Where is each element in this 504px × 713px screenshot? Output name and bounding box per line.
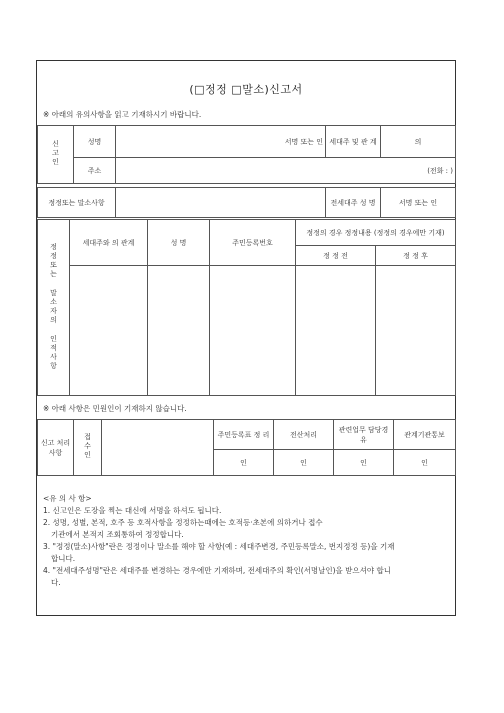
relation-cell[interactable] [70,266,148,396]
col-notify: 관계기관통보 [394,420,456,450]
instruction-1: 1. 신고인은 도장을 찍는 대신에 서명을 하셔도 됩니다. [43,506,222,515]
instruction-4: 4. "전세대주성명"란은 세대주를 변경하는 경우에만 기재하며, 전세대주의 확인(서명날인)을 받으셔야 합니 [43,566,392,575]
col-idno: 주민등록번호 [210,220,296,266]
subject-table [37,187,456,218]
col-change: 정정의 경우 정정내용 (정정의 경우에만 기재) [296,220,456,246]
seal-3[interactable]: 인 [334,450,394,476]
after-cell[interactable] [376,266,456,396]
reporter-label: 신고인 [38,126,74,184]
col-related: 관련업무 담당경유 [334,420,394,450]
idno-cell[interactable] [210,266,296,396]
col-computer: 전산처리 [274,420,334,450]
before-cell[interactable] [296,266,376,396]
relation-label: 세대주 및 관 계 [326,126,381,158]
office-table [37,419,456,476]
seal-2[interactable]: 인 [274,450,334,476]
col-name: 성 명 [148,220,210,266]
seal-4[interactable]: 인 [394,450,456,476]
instruction-2-cont: 기관에서 본적지 조회통하여 정정합니다. [51,530,184,539]
name-field[interactable]: 서명 또는 인 [116,126,326,158]
subject-label: 정정또는 말소사항 [38,188,116,218]
receiver-field[interactable] [102,420,214,476]
instructions [43,493,451,589]
office-label: 신고 처리 사항 [38,420,74,476]
notice-top: ※ 아래의 유의사항을 읽고 기재하시기 바랍니다. [43,110,202,119]
instruction-3: 3. "정정(말소)사항"란은 정정이나 말소를 해야 할 사항(예 : 세대주변경, 주민등록말소, 번지정정 등)을 기재 [43,542,395,551]
persons-side-label: 정정또는 말소자의 인적사항 [38,220,70,396]
instructions-header: <유 의 사 항> [43,494,92,503]
instruction-4-cont: 다. [51,578,61,587]
subject-field[interactable] [116,188,326,218]
col-after: 정 정 후 [376,246,456,266]
address-field[interactable]: (전화 : ) [116,158,456,184]
prev-head-field[interactable]: 서명 또는 인 [381,188,456,218]
instruction-2: 2. 성명, 성별, 본적, 호주 등 호적사항을 정정하는때에는 호적등·초본에 의하거나 접수 [43,518,323,527]
col-register: 주민등록표 정 리 [214,420,274,450]
report-form [36,60,456,616]
reporter-table [37,125,456,184]
seal-1[interactable]: 인 [214,450,274,476]
col-relation: 세대주와 의 관계 [70,220,148,266]
name-label: 성명 [74,126,116,158]
prev-head-label: 전세대주 성 명 [326,188,381,218]
receiver-label: 접수인 [74,420,102,476]
notice-mid: ※ 아래 사항은 민원인이 기재하지 않습니다. [43,404,187,413]
col-before: 정 정 전 [296,246,376,266]
persons-table [37,219,456,396]
instruction-3-cont: 합니다. [51,554,76,563]
address-label: 주소 [74,158,116,184]
form-title: (□정정 □말소)신고서 [189,83,303,96]
relation-field[interactable]: 의 [381,126,456,158]
name-cell[interactable] [148,266,210,396]
